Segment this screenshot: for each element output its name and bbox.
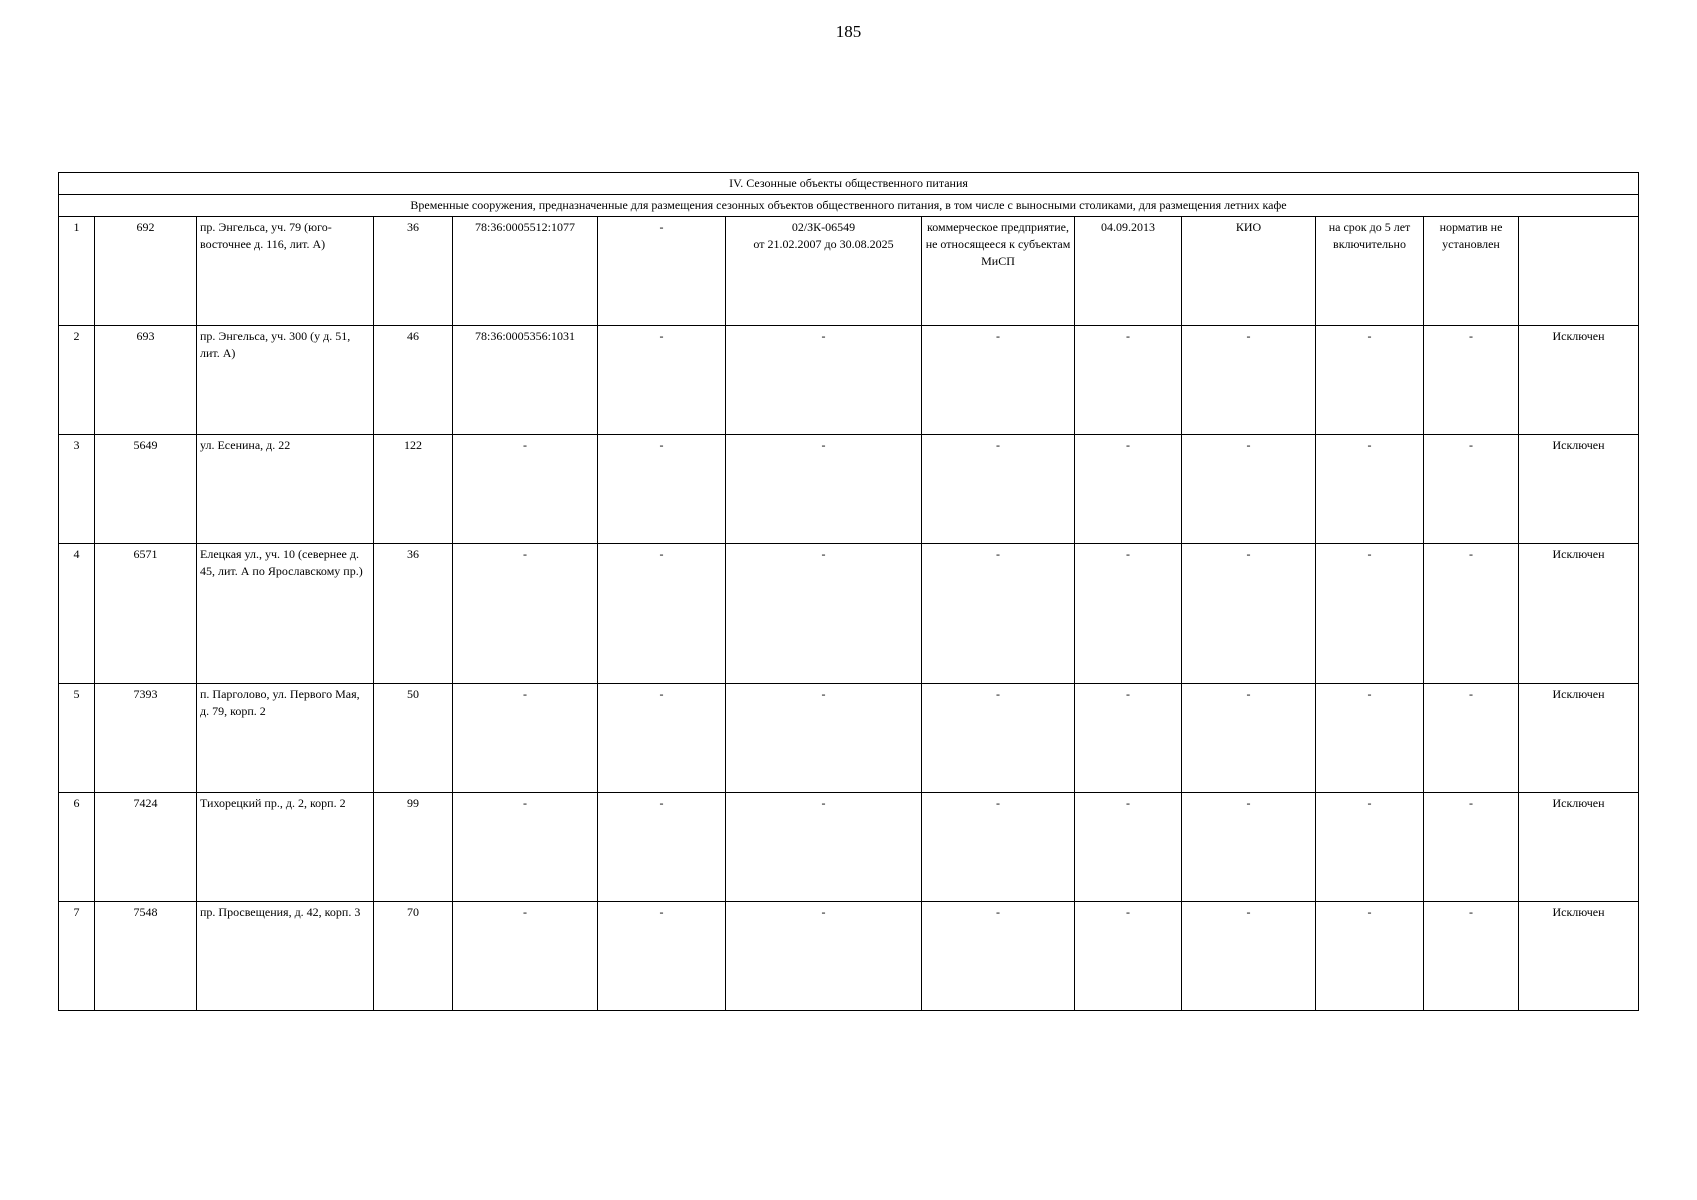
subsection-header-row (59, 195, 1639, 217)
cell-object-number: 6571 (95, 544, 197, 684)
cell-area: 50 (374, 684, 453, 793)
table-row (59, 684, 1639, 793)
cell-authority: - (1182, 684, 1316, 793)
cell-object-number: 7548 (95, 902, 197, 1011)
cell-col6: - (598, 544, 726, 684)
cell-term: - (1316, 793, 1424, 902)
cell-address: пр. Просвещения, д. 42, корп. 3 (197, 902, 374, 1011)
cell-entity-type: коммерческое предприятие, не относящееся к субъектам МиСП (922, 217, 1075, 326)
cell-contract: - (726, 793, 922, 902)
cell-area: 122 (374, 435, 453, 544)
cell-cadastral-number: - (453, 544, 598, 684)
cell-contract: - (726, 684, 922, 793)
cell-address: ул. Есенина, д. 22 (197, 435, 374, 544)
cell-term: на срок до 5 лет включительно (1316, 217, 1424, 326)
cell-date: - (1075, 902, 1182, 1011)
cell-object-number: 692 (95, 217, 197, 326)
cell-address: п. Парголово, ул. Первого Мая, д. 79, корп. 2 (197, 684, 374, 793)
cell-term: - (1316, 684, 1424, 793)
cell-norm: - (1424, 326, 1519, 435)
cell-object-number: 693 (95, 326, 197, 435)
cell-date: 04.09.2013 (1075, 217, 1182, 326)
section-header-row (59, 173, 1639, 195)
registry-table (58, 172, 1639, 1011)
cell-object-number: 5649 (95, 435, 197, 544)
cell-address: Тихорецкий пр., д. 2, корп. 2 (197, 793, 374, 902)
cell-status: Исключен (1519, 435, 1639, 544)
cell-index: 1 (59, 217, 95, 326)
cell-col6: - (598, 684, 726, 793)
cell-term: - (1316, 544, 1424, 684)
cell-status: Исключен (1519, 793, 1639, 902)
cell-authority: - (1182, 326, 1316, 435)
cell-cadastral-number: - (453, 684, 598, 793)
cell-object-number: 7393 (95, 684, 197, 793)
cell-date: - (1075, 544, 1182, 684)
page-number: 185 (835, 22, 862, 41)
cell-norm: норматив не установлен (1424, 217, 1519, 326)
cell-address: пр. Энгельса, уч. 79 (юго-восточнее д. 116, лит. А) (197, 217, 374, 326)
cell-authority: - (1182, 793, 1316, 902)
cell-col6: - (598, 793, 726, 902)
table-row (59, 217, 1639, 326)
cell-area: 46 (374, 326, 453, 435)
cell-col6: - (598, 902, 726, 1011)
cell-area: 36 (374, 544, 453, 684)
cell-authority: - (1182, 902, 1316, 1011)
cell-authority: - (1182, 435, 1316, 544)
cell-cadastral-number: - (453, 435, 598, 544)
cell-index: 2 (59, 326, 95, 435)
table-row (59, 793, 1639, 902)
cell-status: Исключен (1519, 684, 1639, 793)
cell-status: Исключен (1519, 326, 1639, 435)
cell-entity-type: - (922, 793, 1075, 902)
cell-entity-type: - (922, 684, 1075, 793)
cell-term: - (1316, 902, 1424, 1011)
cell-authority: КИО (1182, 217, 1316, 326)
cell-entity-type: - (922, 544, 1075, 684)
cell-contract: - (726, 435, 922, 544)
cell-cadastral-number: 78:36:0005356:1031 (453, 326, 598, 435)
cell-cadastral-number: 78:36:0005512:1077 (453, 217, 598, 326)
cell-norm: - (1424, 793, 1519, 902)
cell-authority: - (1182, 544, 1316, 684)
cell-index: 3 (59, 435, 95, 544)
cell-area: 70 (374, 902, 453, 1011)
cell-cadastral-number: - (453, 902, 598, 1011)
cell-status: Исключен (1519, 544, 1639, 684)
cell-status: Исключен (1519, 902, 1639, 1011)
cell-norm: - (1424, 435, 1519, 544)
cell-status (1519, 217, 1639, 326)
cell-contract: 02/ЗК-06549 от 21.02.2007 до 30.08.2025 (726, 217, 922, 326)
cell-entity-type: - (922, 902, 1075, 1011)
cell-col6: - (598, 217, 726, 326)
cell-contract: - (726, 902, 922, 1011)
cell-index: 7 (59, 902, 95, 1011)
table-row (59, 326, 1639, 435)
cell-date: - (1075, 684, 1182, 793)
subsection-title: Временные сооружения, предназначенные для размещения сезонных объектов общественного питания, в том числе с выносными столиками, для размещения летних кафе (59, 195, 1639, 217)
cell-address: пр. Энгельса, уч. 300 (у д. 51, лит. А) (197, 326, 374, 435)
cell-col6: - (598, 435, 726, 544)
cell-address: Елецкая ул., уч. 10 (севернее д. 45, лит. А по Ярославскому пр.) (197, 544, 374, 684)
table-row (59, 544, 1639, 684)
cell-term: - (1316, 326, 1424, 435)
cell-index: 5 (59, 684, 95, 793)
cell-entity-type: - (922, 435, 1075, 544)
cell-col6: - (598, 326, 726, 435)
cell-contract: - (726, 544, 922, 684)
cell-object-number: 7424 (95, 793, 197, 902)
cell-area: 36 (374, 217, 453, 326)
cell-cadastral-number: - (453, 793, 598, 902)
cell-norm: - (1424, 684, 1519, 793)
cell-date: - (1075, 435, 1182, 544)
section-title: IV. Сезонные объекты общественного питания (59, 173, 1639, 195)
cell-entity-type: - (922, 326, 1075, 435)
cell-date: - (1075, 326, 1182, 435)
cell-term: - (1316, 435, 1424, 544)
cell-norm: - (1424, 902, 1519, 1011)
cell-index: 6 (59, 793, 95, 902)
table-row (59, 902, 1639, 1011)
cell-contract: - (726, 326, 922, 435)
cell-norm: - (1424, 544, 1519, 684)
cell-index: 4 (59, 544, 95, 684)
cell-area: 99 (374, 793, 453, 902)
table-row (59, 435, 1639, 544)
cell-date: - (1075, 793, 1182, 902)
